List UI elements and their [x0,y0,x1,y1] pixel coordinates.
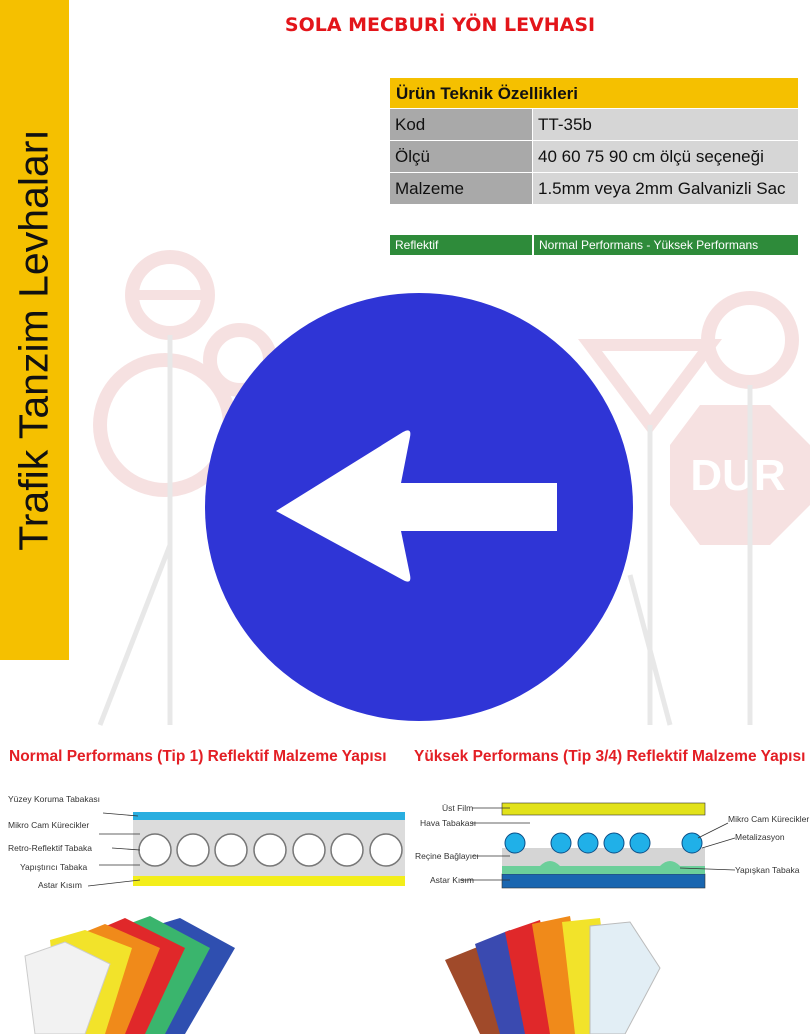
normal-performance-title: Normal Performans (Tip 1) Reflektif Malzeme Yapısı [9,748,387,765]
high-performance-title: Yüksek Performans (Tip 3/4) Reflektif Malzeme Yapısı [414,748,806,765]
reflective-key: Reflektif [390,235,532,255]
high-reflective-samples-image [440,908,670,1034]
layer-label: Metalizasyon [735,832,785,842]
sidebar-title: Trafik Tanzim Levhaları [10,129,57,551]
spec-table [390,78,798,204]
layer-label: Mikro Cam Kürecikler [728,814,810,824]
layer-label: Yapıştırıcı Tabaka [20,862,88,872]
left-arrow-sign-icon [205,293,633,721]
sidebar [0,0,69,660]
spec-value: 40 60 75 90 cm ölçü seçeneği [533,141,798,172]
layer-label: Mikro Cam Kürecikler [8,820,90,830]
spec-row-material [390,173,798,204]
normal-performance-diagram [0,790,405,900]
high-performance-diagram [410,790,810,900]
page-title: SOLA MECBURİ YÖN LEVHASI [284,14,596,36]
normal-reflective-samples-image [20,908,250,1034]
dur-sign-text: DUR [690,451,786,500]
layer-label: Yüzey Koruma Tabakası [8,794,100,804]
spec-table-header: Ürün Teknik Özellikleri [390,78,798,108]
spec-key: Kod [390,109,532,140]
layer-label: Üst Film [442,803,474,813]
spec-value: 1.5mm veya 2mm Galvanizli Sac [533,173,798,204]
layer-label: Hava Tabakası [420,818,477,828]
spec-value: TT-35b [533,109,798,140]
layer-label: Retro-Reflektif Tabaka [8,843,92,853]
layer-label: Astar Kısım [430,875,474,885]
spec-row-code [390,109,798,140]
reflective-value: Normal Performans - Yüksek Performans [533,235,798,255]
layer-label: Reçine Bağlayıcı [415,851,479,861]
spec-key: Ölçü [390,141,532,172]
spec-row-size [390,141,798,172]
spec-key: Malzeme [390,173,532,204]
layer-label: Yapışkan Tabaka [735,865,800,875]
layer-label: Astar Kısım [38,880,82,890]
